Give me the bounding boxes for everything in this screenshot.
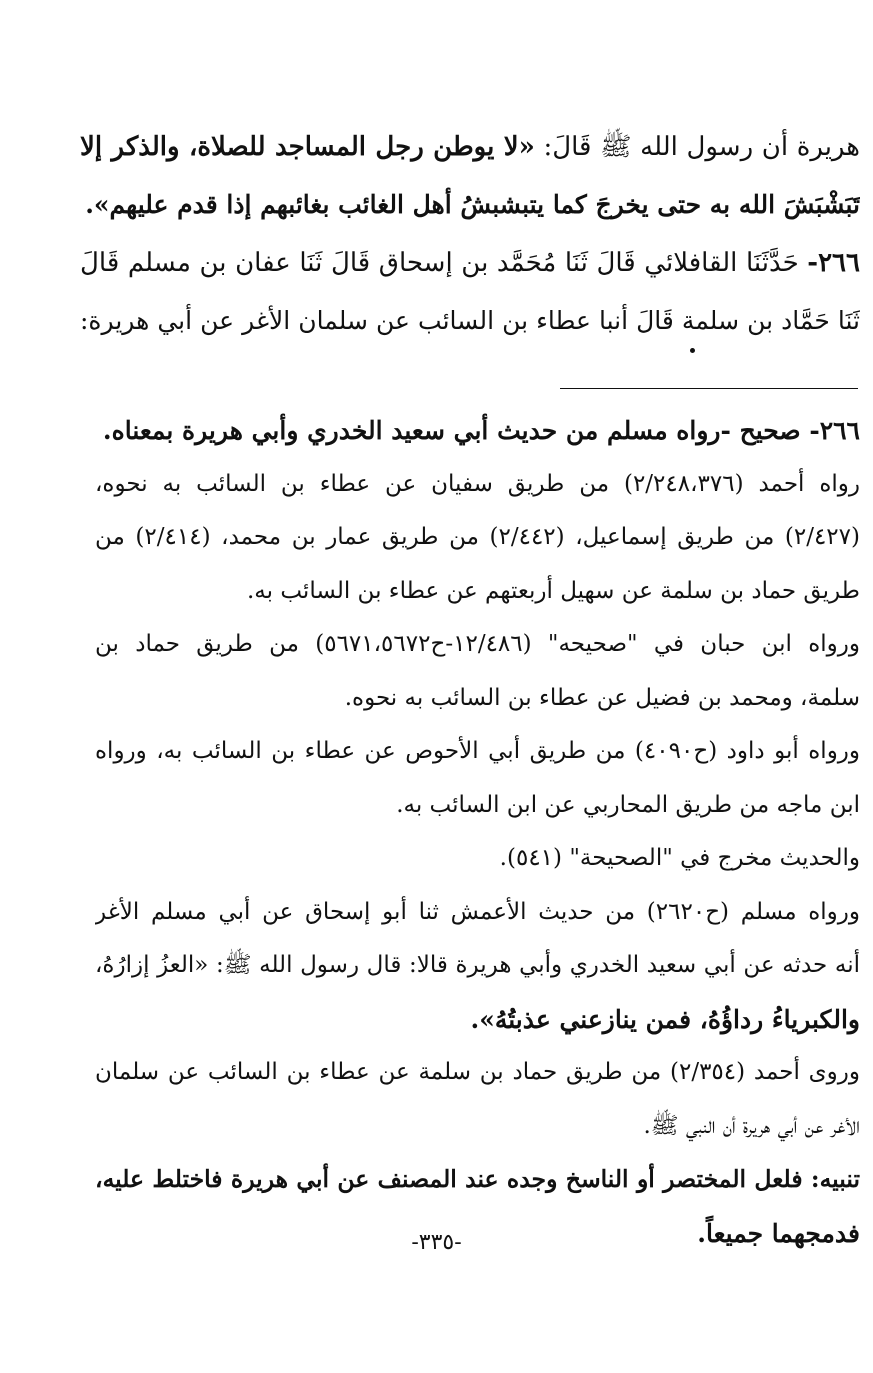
main-line-3 <box>80 234 860 292</box>
footnote-line: ورواه مسلم (ح٢٦٢٠) من حديث الأعمش ثنا أبو إسحاق عن أبي مسلم الأغر <box>95 898 860 925</box>
main-line-4 <box>80 292 860 350</box>
footnote-line: فدمجهما جميعاً. <box>697 1218 860 1248</box>
main-line-1 <box>80 118 860 176</box>
footnote-line: ورواه ابن حبان في "صحيحه" (١٢/٤٨٦-ح٥٦٧١،٥٦٧٢) من طريق حماد بن <box>95 631 860 657</box>
footnote-line: أنه حدثه عن أبي سعيد الخدري وأبي هريرة قالا: قال رسول الله ﷺ: «العزُ إزارُهُ، <box>95 952 860 978</box>
stray-dot <box>690 348 695 353</box>
main-text <box>80 118 860 350</box>
footnote-line: الأغر عن أبي هريرة أن النبي ﷺ. <box>643 1112 860 1139</box>
footnote-separator <box>560 388 858 389</box>
footnote-line: ابن ماجه من طريق المحاربي عن ابن السائب به. <box>396 791 860 818</box>
footnotes <box>95 404 860 1260</box>
footnote-line: والحديث مخرج في "الصحيحة" (٥٤١). <box>499 845 860 871</box>
footnote-line: ورواه أبو داود (ح٤٠٩٠) من طريق أبي الأحوص عن عطاء بن السائب به، ورواه <box>95 738 860 764</box>
footnote-line: ٢٦٦- صحيح -رواه مسلم من حديث أبي سعيد الخدري وأبي هريرة بمعناه. <box>102 416 860 445</box>
main-line-4-plain: ثَنَا حَمَّاد بن سلمة قَالَ أنبا عطاء بن السائب عن سلمان الأغر عن أبي هريرة: <box>80 306 860 335</box>
main-line-2-bold: تَبَشْبَشَ الله به حتى يخرجَ كما يتبشبشُ أهل الغائب بغائبهم إذا قدم عليهم». <box>85 190 860 219</box>
footnote-line: رواه أحمد (٢/٢٤٨،٣٧٦) من طريق سفيان عن عطاء بن السائب به نحوه، <box>95 470 860 497</box>
footnote-line: وروى أحمد (٢/٣٥٤) من طريق حماد بن سلمة عن عطاء بن السائب عن سلمان <box>95 1059 860 1085</box>
footnote-line: طريق حماد بن سلمة عن سهيل أربعتهم عن عطاء بن السائب به. <box>246 577 860 604</box>
main-line-2 <box>80 176 860 234</box>
hadith-number: ٢٦٦- <box>807 248 860 278</box>
main-line-1-bold: «لا يوطن رجل المساجد للصلاة، والذكر إلا <box>80 132 535 162</box>
main-line-1-plain: هريرة أن رسول الله ﷺ قَالَ: <box>534 132 860 162</box>
footnote-line: سلمة، ومحمد بن فضيل عن عطاء بن السائب به نحوه. <box>344 684 860 711</box>
page-number: -٣٣٥- <box>411 1230 462 1255</box>
footnote-line: والكبرياءُ رداؤُهُ، فمن ينازعني عذبتُهُ». <box>470 1004 860 1034</box>
main-line-3-plain: حَدَّثَنَا القافلائي قَالَ ثَنَا مُحَمَّد بن إسحاق قَالَ ثَنَا عفان بن مسلم قَالَ <box>80 248 808 278</box>
footnote-line: تنبيه: فلعل المختصر أو الناسخ وجده عند المصنف عن أبي هريرة فاختلط عليه، <box>95 1165 860 1193</box>
footnote-line: (٢/٤٢٧) من طريق إسماعيل، (٢/٤٤٢) من طريق عمار بن محمد، (٢/٤١٤) من <box>95 524 860 550</box>
